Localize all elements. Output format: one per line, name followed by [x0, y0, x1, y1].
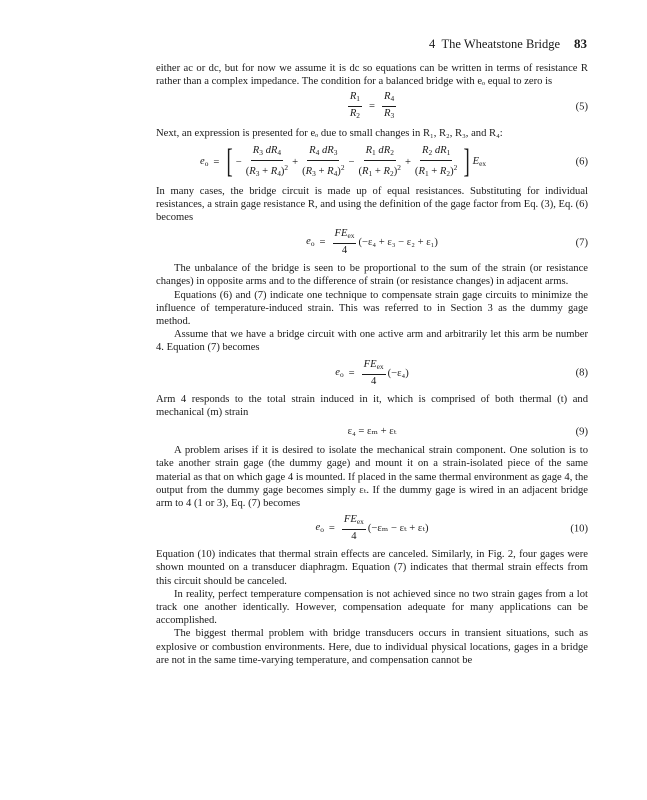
paragraph-2: Next, an expression is presented for eₒ due to small changes in R₁, R₂, R₃, and R₄:: [156, 128, 503, 140]
fraction-fe-4: $\frac{FE_{ex}}{4}$: [343, 514, 364, 543]
equation-number: (10): [570, 523, 588, 535]
equation-6: $e_o$ = [ − $\frac{R_3 dR_4}{(R_3 + R_4)^2}$ + $\frac{R_4 dR_3}{(R_3 + R_4)^2}$ − $\frac{R_1 dR_2}{(R_1 + R_2)^2}$ + $\frac{R_2 dR_1}{(R_1 + R_2)^2}$ ] $E_{ex}$ (6): [200, 143, 588, 181]
equation-8-rhs: (−ε₄): [387, 367, 409, 379]
equation-10-rhs: (−εₘ − εₜ + εₜ): [367, 523, 429, 535]
paragraph-3: In many cases, the bridge circuit is made up of equal resistances. Substituting for individual resistances, a strain gage resistance R, and using the definition of the gage factor from Eq. (3), Eq. (6) becomes: [156, 185, 588, 224]
equation-7: $e_o$ = $\frac{FE_{ex}}{4}$ (−ε₄ + ε₃ − ε₂ + ε₁) (7): [306, 228, 588, 257]
running-header: [156, 36, 587, 52]
term-3: $\frac{R_1 dR_2}{(R_1 + R_2)^2}$: [358, 144, 401, 178]
equation-number: (7): [575, 237, 588, 249]
paragraph-6: Assume that we have a bridge circuit with one active arm and arbitrarily let this arm be number 4. Equation (7) becomes: [156, 329, 588, 354]
equation-9-body: ε₄ = εₘ + εₜ: [347, 426, 397, 438]
paragraph-10: In reality, perfect temperature compensation is not achieved since no two strain gages from a lot track one another identically. However, compensation adequate for many applications can be accomplished.: [156, 588, 588, 627]
paragraph-7: Arm 4 responds to the total strain induced in it, which is comprised of both thermal (t) and mechanical (m) strain: [156, 393, 588, 418]
fraction-r4-r3: $\frac{R_4}{R_3}$: [383, 91, 395, 121]
equation-number: (5): [575, 101, 588, 113]
fraction-fe-4: $\frac{FE_{ex}}{4}$: [363, 358, 384, 387]
chapter-name: The Wheatstone Bridge: [441, 37, 560, 51]
paragraph-4: The unbalance of the bridge is seen to be proportional to the sum of the strain (or resistance changes) in opposite arms and to the difference of strain (or resistance changes) in adjacent arms.: [156, 263, 588, 288]
paragraph-8: A problem arises if it is desired to isolate the mechanical strain component. One solution is to take another strain gage (the dummy gage) and mount it on a strain-isolated piece of the same material as that on which gage 4 is mounted. If placed in the same thermal environment as gage 4, the output from the dummy gage becomes simply εₜ. If the dummy gage is wired in an adjacent bridge arm to 4 (1 or 3), Eq. (7) becomes: [156, 445, 588, 510]
fraction-fe-4: $\frac{FE_{ex}}{4}$: [334, 228, 355, 257]
chapter-title: [429, 37, 560, 52]
term-1: $\frac{R_3 dR_4}{(R_3 + R_4)^2}$: [245, 144, 289, 178]
paragraph-5: Equations (6) and (7) indicate one technique to compensate strain gage circuits to minimize the influence of temperature-induced strain. This was referred to in Section 3 as the dummy gage method.: [156, 289, 588, 328]
equation-number: (6): [575, 156, 588, 168]
term-4: $\frac{R_2 dR_1}{(R_1 + R_2)^2}$: [414, 144, 458, 178]
term-2: $\frac{R_4 dR_3}{(R_3 + R_4)^2}$: [302, 144, 345, 178]
equation-8: $e_o$ = $\frac{FE_{ex}}{4}$ (−ε₄) (8): [335, 358, 588, 387]
equation-number: (8): [575, 367, 588, 379]
page-number: 83: [574, 36, 587, 51]
page-body: [156, 62, 588, 667]
paragraph-1: either ac or dc, but for now we assume it is dc so equations can be written in terms of resistance R rather than a complex impedance. The condition for a balanced bridge with eₒ equal to zero is: [156, 63, 588, 88]
equation-10: $e_o$ = $\frac{FE_{ex}}{4}$ (−εₘ − εₜ + εₜ) (10): [315, 514, 588, 543]
equation-7-rhs: (−ε₄ + ε₃ − ε₂ + ε₁): [358, 237, 438, 249]
paragraph-11: The biggest thermal problem with bridge transducers occurs in transient situations, such as explosive or combustion environments. Here, due to individual physical locations, gages in a bridge are not in the same time-varying temperature, and compensation cannot be: [156, 628, 588, 666]
fraction-r1-r2: $\frac{R_1}{R_2}$: [349, 91, 360, 121]
equation-number: (9): [575, 426, 588, 438]
equation-5: $\frac{R_1}{R_2}$ = $\frac{R_4}{R_3}$ (5): [349, 91, 588, 121]
paragraph-9: Equation (10) indicates that thermal strain effects are canceled. Similarly, in Fig. 2, four gages were shown mounted on a transducer diaphragm. Equation (7) indicates that thermal strain effects from this circuit should be canceled.: [156, 549, 588, 587]
equation-9: [156, 425, 588, 438]
chapter-number: 4: [429, 37, 436, 51]
